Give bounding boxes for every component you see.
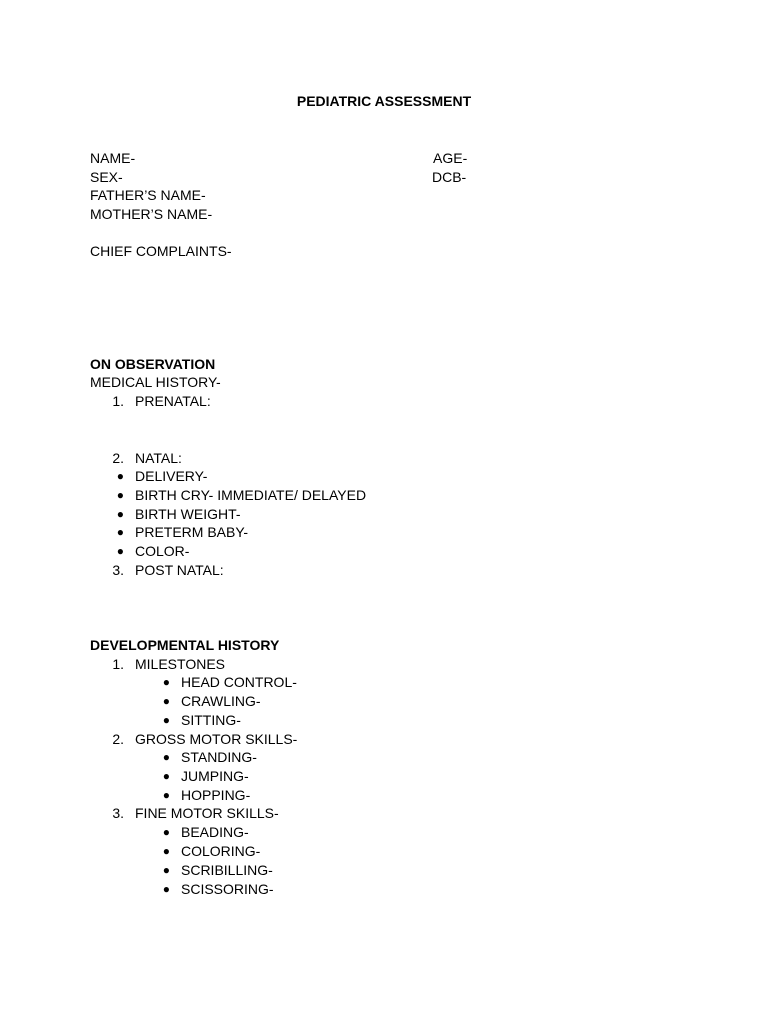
developmental-heading: DEVELOPMENTAL HISTORY <box>90 637 280 653</box>
list-number: 3. <box>112 562 124 578</box>
list-number: 3. <box>112 805 124 821</box>
list-number: 1. <box>112 656 124 672</box>
bullet-icon: ● <box>162 788 170 802</box>
bullet-icon: ● <box>116 525 124 539</box>
chief-complaints-label: CHIEF COMPLAINTS- <box>90 243 232 259</box>
bullet-icon: ● <box>162 694 170 708</box>
observation-heading: ON OBSERVATION <box>90 356 216 372</box>
list-number: 2. <box>112 450 124 466</box>
mother-name-label: MOTHER’S NAME- <box>90 206 213 222</box>
bullet-text: SITTING- <box>181 712 241 728</box>
bullet-icon: ● <box>162 769 170 783</box>
post-natal-label: POST NATAL: <box>135 562 224 578</box>
bullet-text: HEAD CONTROL- <box>181 674 297 690</box>
bullet-icon: ● <box>116 488 124 502</box>
page-title: PEDIATRIC ASSESSMENT <box>296 93 472 109</box>
father-name-label: FATHER’S NAME- <box>90 187 206 203</box>
bullet-icon: ● <box>162 713 170 727</box>
prenatal-label: PRENATAL: <box>135 393 211 409</box>
natal-label: NATAL: <box>135 450 182 466</box>
list-number: 1. <box>112 393 124 409</box>
bullet-text: SCRIBILLING- <box>181 862 273 878</box>
name-field-label: NAME- <box>90 150 136 166</box>
age-field-label: AGE- <box>433 150 468 166</box>
bullet-text: JUMPING- <box>181 768 249 784</box>
bullet-text: CRAWLING- <box>181 693 261 709</box>
bullet-icon: ● <box>116 469 124 483</box>
bullet-icon: ● <box>162 844 170 858</box>
medical-history-label: MEDICAL HISTORY- <box>90 374 221 390</box>
bullet-icon: ● <box>116 507 124 521</box>
bullet-icon: ● <box>162 750 170 764</box>
bullet-text: COLORING- <box>181 843 261 859</box>
bullet-text: PRETERM BABY- <box>135 524 249 540</box>
bullet-icon: ● <box>162 882 170 896</box>
bullet-icon: ● <box>116 544 124 558</box>
bullet-text: BIRTH CRY- IMMEDIATE/ DELAYED <box>135 487 367 503</box>
bullet-text: BEADING- <box>181 824 249 840</box>
bullet-icon: ● <box>162 675 170 689</box>
gross-motor-label: GROSS MOTOR SKILLS- <box>135 731 298 747</box>
bullet-text: SCISSORING- <box>181 881 274 897</box>
bullet-icon: ● <box>162 825 170 839</box>
bullet-text: DELIVERY- <box>135 468 208 484</box>
bullet-text: BIRTH WEIGHT- <box>135 506 241 522</box>
bullet-text: COLOR- <box>135 543 190 559</box>
sex-field-label: SEX- <box>90 169 123 185</box>
list-number: 2. <box>112 731 124 747</box>
fine-motor-label: FINE MOTOR SKILLS- <box>135 805 279 821</box>
bullet-text: HOPPING- <box>181 787 251 803</box>
milestones-label: MILESTONES <box>135 656 225 672</box>
dcb-field-label: DCB- <box>432 169 467 185</box>
bullet-text: STANDING- <box>181 749 257 765</box>
bullet-icon: ● <box>162 863 170 877</box>
